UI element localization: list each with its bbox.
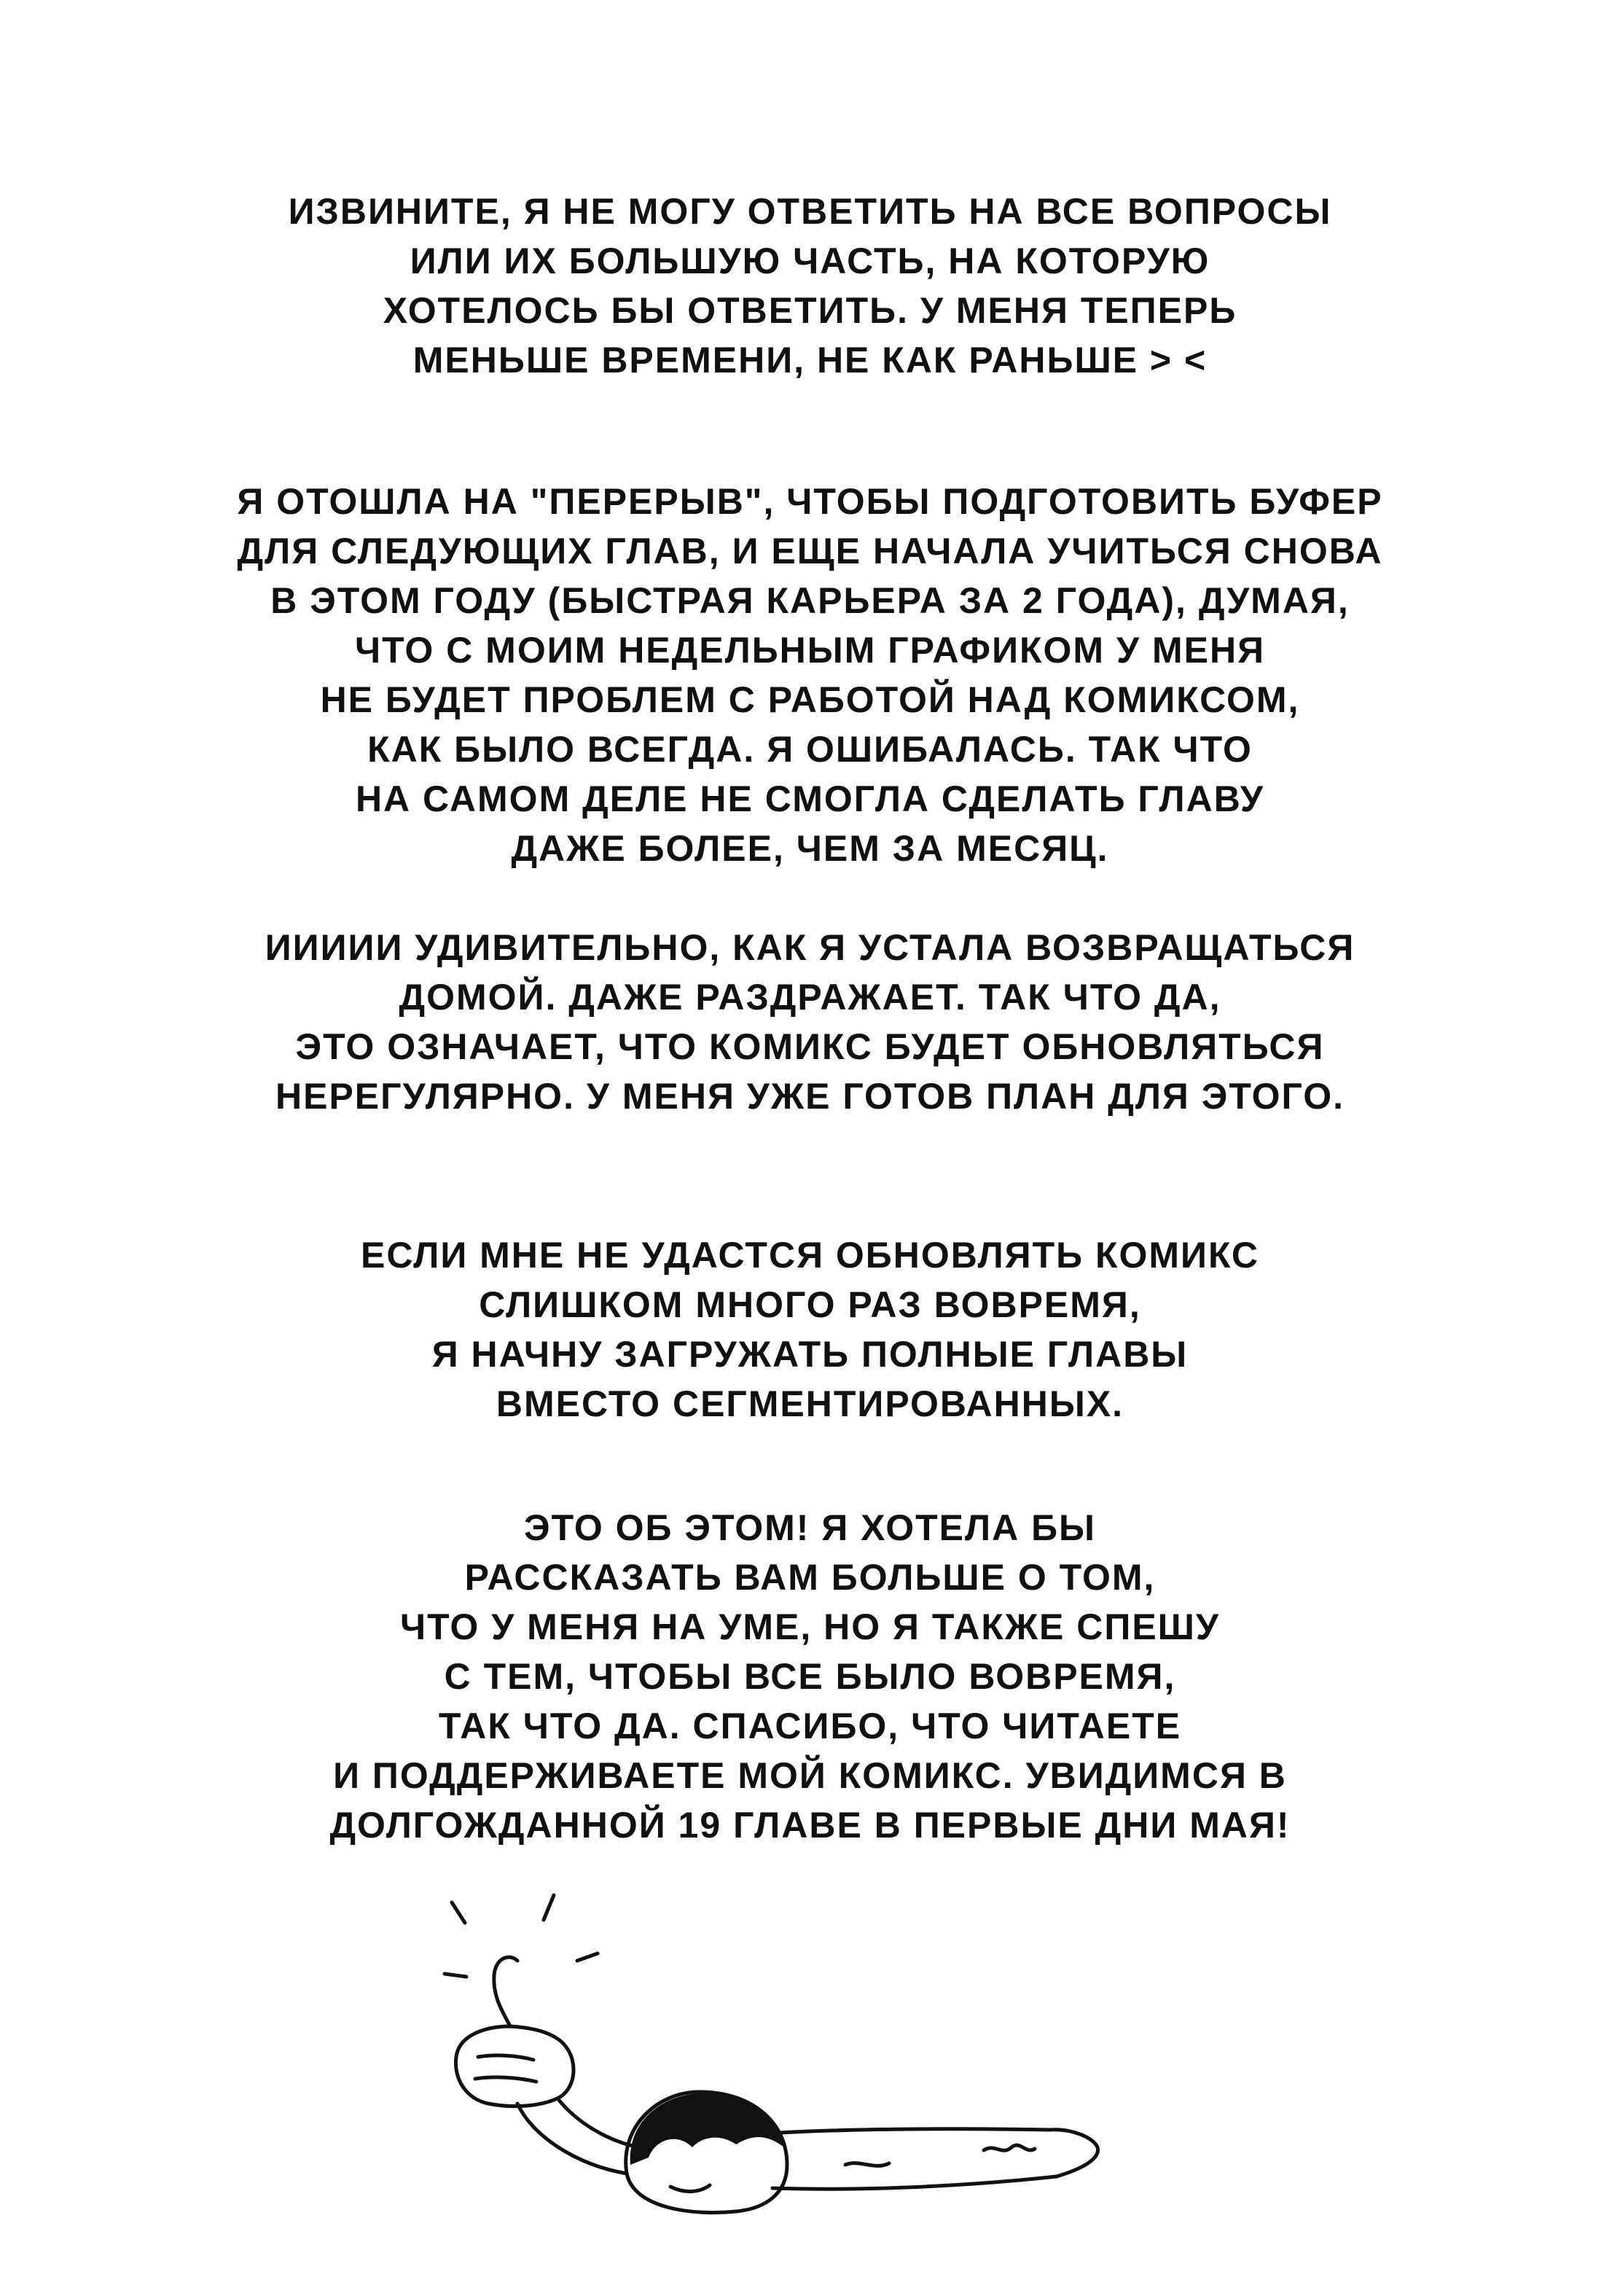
body-wrinkle bbox=[845, 2163, 889, 2166]
paragraph-5-line-7: ДОЛГОЖДАННОЙ 19 ГЛАВЕ В ПЕРВЫЕ ДНИ МАЯ! bbox=[329, 1805, 1291, 1846]
paragraph-5-line-5: ТАК ЧТО ДА. СПАСИБО, ЧТО ЧИТАЕТЕ bbox=[438, 1706, 1182, 1746]
paragraph-3-line-4: НЕРЕГУЛЯРНО. У МЕНЯ УЖЕ ГОТОВ ПЛАН ДЛЯ ЭТОГО. bbox=[275, 1076, 1345, 1117]
paragraph-3-line-1: ИИИИИ УДИВИТЕЛЬНО, КАК Я УСТАЛА ВОЗВРАЩАТЬСЯ bbox=[265, 927, 1355, 968]
paragraph-1-line-4: МЕНЬШЕ ВРЕМЕНИ, НЕ КАК РАНЬШЕ > < bbox=[412, 340, 1208, 380]
emphasis-tick-4 bbox=[445, 1974, 466, 1977]
thumbs-up-character-icon bbox=[408, 1888, 1181, 2223]
paragraph-4-line-1: ЕСЛИ МНЕ НЕ УДАСТСЯ ОБНОВЛЯТЬ КОМИКС bbox=[361, 1235, 1259, 1276]
finger-line-2 bbox=[475, 2077, 536, 2082]
emphasis-tick-2 bbox=[544, 1895, 554, 1920]
hair-shape bbox=[630, 2093, 784, 2165]
body-top-outline bbox=[780, 2129, 1049, 2133]
emphasis-tick-3 bbox=[577, 1953, 598, 1961]
body-bottom-outline bbox=[772, 2176, 1057, 2189]
paragraph-4-line-4: ВМЕСТО СЕГМЕНТИРОВАННЫХ. bbox=[496, 1383, 1124, 1424]
paragraph-2-line-3: В ЭТОМ ГОДУ (БЫСТРАЯ КАРЬЕРА ЗА 2 ГОДА), ДУМАЯ, bbox=[270, 580, 1350, 621]
paragraph-5-line-1: ЭТО ОБ ЭТОМ! Я ХОТЕЛА БЫ bbox=[524, 1507, 1096, 1548]
paragraph-1-line-3: ХОТЕЛОСЬ БЫ ОТВЕТИТЬ. У МЕНЯ ТЕПЕРЬ bbox=[383, 290, 1237, 331]
paragraph-2-line-1: Я ОТОШЛА НА "ПЕРЕРЫВ", ЧТОБЫ ПОДГОТОВИТЬ БУФЕР bbox=[237, 481, 1383, 522]
face-line bbox=[670, 2185, 710, 2192]
arm-outline-inner bbox=[558, 2099, 638, 2147]
paragraph-1-line-2: ИЛИ ИХ БОЛЬШУЮ ЧАСТЬ, НА КОТОРУЮ bbox=[410, 241, 1210, 281]
paragraph-5-line-4: С ТЕМ, ЧТОБЫ ВСЕ БЫЛО ВОВРЕМЯ, bbox=[444, 1656, 1176, 1697]
paragraph-2-line-2: ДЛЯ СЛЕДУЮЩИХ ГЛАВ, И ЕЩЕ НАЧАЛА УЧИТЬСЯ СНОВА bbox=[237, 531, 1383, 571]
end-hand-outline bbox=[1049, 2130, 1098, 2176]
paragraph-4-line-2: СЛИШКОМ МНОГО РАЗ ВОВРЕМЯ, bbox=[479, 1284, 1141, 1325]
paragraph-4-line-3: Я НАЧНУ ЗАГРУЖАТЬ ПОЛНЫЕ ГЛАВЫ bbox=[431, 1334, 1189, 1375]
paragraph-1-line-1: ИЗВИНИТЕ, Я НЕ МОГУ ОТВЕТИТЬ НА ВСЕ ВОПРОСЫ bbox=[288, 191, 1332, 232]
paragraph-2-line-5: НЕ БУДЕТ ПРОБЛЕМ С РАБОТОЙ НАД КОМИКСОМ, bbox=[320, 679, 1300, 720]
paragraph-3-line-3: ЭТО ОЗНАЧАЕТ, ЧТО КОМИКС БУДЕТ ОБНОВЛЯТЬСЯ bbox=[295, 1026, 1325, 1067]
emphasis-tick-1 bbox=[452, 1902, 465, 1923]
paragraph-3-line-2: ДОМОЙ. ДАЖЕ РАЗДРАЖАЕТ. ТАК ЧТО ДА, bbox=[399, 977, 1221, 1018]
paragraph-2-line-6: КАК БЫЛО ВСЕГДА. Я ОШИБАЛАСЬ. ТАК ЧТО bbox=[367, 729, 1253, 770]
wrinkle-lines bbox=[984, 2145, 1035, 2150]
paragraph-2-line-7: НА САМОМ ДЕЛЕ НЕ СМОГЛА СДЕЛАТЬ ГЛАВУ bbox=[355, 778, 1265, 819]
finger-line-1 bbox=[478, 2055, 533, 2060]
paragraph-5-line-3: ЧТО У МЕНЯ НА УМЕ, НО Я ТАКЖЕ СПЕШУ bbox=[399, 1606, 1221, 1647]
paragraph-5-line-6: И ПОДДЕРЖИВАЕТЕ МОЙ КОМИКС. УВИДИМСЯ В bbox=[333, 1755, 1287, 1796]
fist-outline bbox=[455, 2026, 574, 2106]
paragraph-2-line-4: ЧТО С МОИМ НЕДЕЛЬНЫМ ГРАФИКОМ У МЕНЯ bbox=[354, 630, 1266, 671]
paragraph-2-line-8: ДАЖЕ БОЛЕЕ, ЧЕМ ЗА МЕСЯЦ. bbox=[511, 828, 1109, 869]
thumb-outline bbox=[494, 1957, 517, 2026]
paragraph-5-line-2: РАССКАЗАТЬ ВАМ БОЛЬШЕ О ТОМ, bbox=[464, 1557, 1156, 1598]
